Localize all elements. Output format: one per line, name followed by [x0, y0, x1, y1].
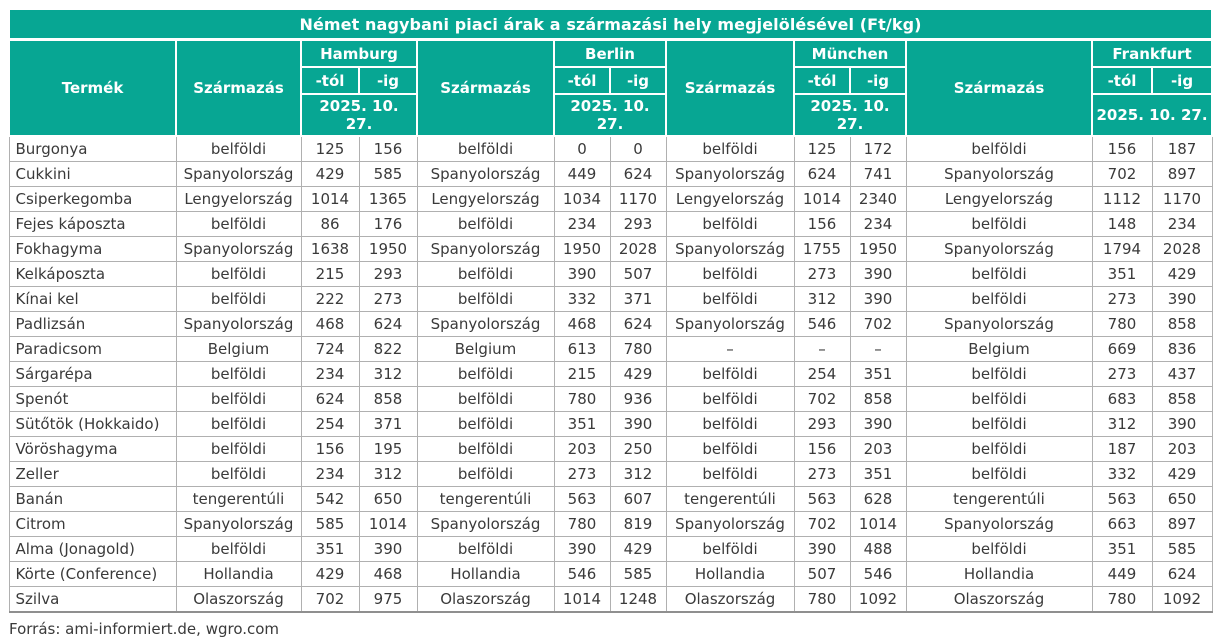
origin-cell: belföldi [666, 462, 794, 487]
source-note: Forrás: ami-informiert.de, wgro.com [9, 620, 280, 638]
price-to-cell: 936 [610, 387, 666, 412]
origin-cell: Spanyolország [906, 162, 1092, 187]
price-from-cell: – [794, 337, 850, 362]
price-from-cell: 332 [554, 287, 610, 312]
price-to-cell: 429 [610, 537, 666, 562]
price-to-cell: 187 [1152, 136, 1212, 162]
table-row [9, 212, 1212, 237]
price-to-cell: 1365 [359, 187, 417, 212]
table-row [9, 412, 1212, 437]
origin-cell: Hollandia [417, 562, 554, 587]
price-to-cell: 1014 [359, 512, 417, 537]
date-header-berlin: 2025. 10. 27. [554, 94, 666, 136]
price-to-cell: 585 [1152, 537, 1212, 562]
price-from-cell: 273 [1092, 287, 1152, 312]
origin-cell: Spanyolország [417, 512, 554, 537]
price-to-cell: 351 [850, 462, 906, 487]
col-header-origin-munchen: Származás [666, 40, 794, 137]
price-to-cell: 371 [359, 412, 417, 437]
price-from-cell: 390 [554, 262, 610, 287]
price-to-cell: 741 [850, 162, 906, 187]
price-to-cell: 390 [850, 412, 906, 437]
origin-cell: Lengyelország [417, 187, 554, 212]
price-to-cell: 1248 [610, 587, 666, 613]
price-from-cell: 203 [554, 437, 610, 462]
price-from-cell: 449 [1092, 562, 1152, 587]
origin-cell: belföldi [176, 537, 301, 562]
price-to-cell: 1092 [850, 587, 906, 613]
table-row [9, 162, 1212, 187]
market-header-hamburg: Hamburg [301, 40, 417, 68]
origin-cell: tengerentúli [417, 487, 554, 512]
product-cell: Fejes káposzta [9, 212, 176, 237]
origin-cell: belföldi [906, 387, 1092, 412]
price-from-cell: 273 [554, 462, 610, 487]
product-cell: Fokhagyma [9, 237, 176, 262]
price-to-cell: 437 [1152, 362, 1212, 387]
price-from-cell: 507 [794, 562, 850, 587]
price-from-cell: 780 [1092, 312, 1152, 337]
price-to-cell: 822 [359, 337, 417, 362]
origin-cell: belföldi [666, 287, 794, 312]
origin-cell: belföldi [176, 136, 301, 162]
table-header [9, 9, 1212, 136]
origin-cell: Olaszország [176, 587, 301, 613]
price-from-cell: 86 [301, 212, 359, 237]
price-to-cell: 858 [1152, 387, 1212, 412]
price-from-cell: 312 [1092, 412, 1152, 437]
price-to-cell: 624 [610, 312, 666, 337]
origin-cell: belföldi [666, 412, 794, 437]
price-to-cell: – [850, 337, 906, 362]
price-from-cell: 429 [301, 162, 359, 187]
price-to-cell: 507 [610, 262, 666, 287]
price-to-cell: 293 [359, 262, 417, 287]
price-from-cell: 254 [301, 412, 359, 437]
title-row [9, 9, 1212, 40]
date-header-munchen: 2025. 10. 27. [794, 94, 906, 136]
date-header-frankfurt: 2025. 10. 27. [1092, 94, 1212, 136]
price-from-cell: 624 [794, 162, 850, 187]
price-from-cell: 351 [301, 537, 359, 562]
price-from-cell: 563 [794, 487, 850, 512]
price-to-cell: 203 [1152, 437, 1212, 462]
price-from-cell: 148 [1092, 212, 1152, 237]
origin-cell: belföldi [176, 212, 301, 237]
price-to-cell: 858 [359, 387, 417, 412]
wholesale-price-table [8, 8, 1213, 613]
table-title: Német nagybani piaci árak a származási hely megjelölésével (Ft/kg) [9, 9, 1212, 40]
price-to-cell: 488 [850, 537, 906, 562]
price-from-cell: 293 [794, 412, 850, 437]
product-cell: Szilva [9, 587, 176, 613]
product-cell: Cukkini [9, 162, 176, 187]
origin-cell: Spanyolország [666, 237, 794, 262]
price-from-cell: 449 [554, 162, 610, 187]
origin-cell: Belgium [417, 337, 554, 362]
price-from-cell: 234 [301, 462, 359, 487]
price-to-cell: 1950 [850, 237, 906, 262]
origin-cell: belföldi [176, 387, 301, 412]
price-from-cell: 187 [1092, 437, 1152, 462]
price-from-cell: 613 [554, 337, 610, 362]
table-row [9, 562, 1212, 587]
origin-cell: Spanyolország [176, 512, 301, 537]
price-from-cell: 1950 [554, 237, 610, 262]
price-from-cell: 702 [794, 512, 850, 537]
price-from-cell: 351 [1092, 537, 1152, 562]
price-from-cell: 663 [1092, 512, 1152, 537]
origin-cell: belföldi [417, 537, 554, 562]
origin-cell: belföldi [666, 362, 794, 387]
origin-cell: tengerentúli [666, 487, 794, 512]
product-cell: Spenót [9, 387, 176, 412]
price-to-cell: 1170 [1152, 187, 1212, 212]
price-to-cell: 293 [610, 212, 666, 237]
col-header-to-frankfurt: -ig [1152, 67, 1212, 94]
price-to-cell: 650 [1152, 487, 1212, 512]
price-to-cell: 390 [1152, 412, 1212, 437]
price-to-cell: 836 [1152, 337, 1212, 362]
price-to-cell: 2028 [1152, 237, 1212, 262]
origin-cell: Spanyolország [666, 312, 794, 337]
origin-cell: Lengyelország [666, 187, 794, 212]
price-from-cell: 702 [794, 387, 850, 412]
col-header-product: Termék [9, 40, 176, 137]
price-from-cell: 1112 [1092, 187, 1152, 212]
table-row [9, 262, 1212, 287]
price-to-cell: 468 [359, 562, 417, 587]
price-from-cell: 215 [301, 262, 359, 287]
price-from-cell: 780 [1092, 587, 1152, 613]
origin-cell: Spanyolország [176, 162, 301, 187]
origin-cell: belföldi [906, 412, 1092, 437]
price-to-cell: 858 [1152, 312, 1212, 337]
origin-cell: belföldi [666, 262, 794, 287]
market-header-munchen: München [794, 40, 906, 68]
col-header-origin-berlin: Származás [417, 40, 554, 137]
price-from-cell: 546 [554, 562, 610, 587]
col-header-from-munchen: -tól [794, 67, 850, 94]
origin-cell: Spanyolország [417, 312, 554, 337]
product-cell: Kelkáposzta [9, 262, 176, 287]
origin-cell: belföldi [906, 262, 1092, 287]
product-cell: Paradicsom [9, 337, 176, 362]
col-header-to-hamburg: -ig [359, 67, 417, 94]
table-row [9, 337, 1212, 362]
origin-cell: belföldi [906, 136, 1092, 162]
origin-cell: Olaszország [417, 587, 554, 613]
price-from-cell: 669 [1092, 337, 1152, 362]
origin-cell: belföldi [906, 212, 1092, 237]
product-cell: Padlizsán [9, 312, 176, 337]
price-to-cell: 1950 [359, 237, 417, 262]
price-to-cell: 650 [359, 487, 417, 512]
price-from-cell: 390 [554, 537, 610, 562]
price-to-cell: 975 [359, 587, 417, 613]
col-header-from-frankfurt: -tól [1092, 67, 1152, 94]
origin-cell: Spanyolország [906, 512, 1092, 537]
origin-cell: tengerentúli [176, 487, 301, 512]
product-cell: Sárgarépa [9, 362, 176, 387]
price-from-cell: 624 [301, 387, 359, 412]
origin-cell: belföldi [176, 462, 301, 487]
price-from-cell: 780 [554, 387, 610, 412]
table-row [9, 487, 1212, 512]
price-from-cell: 1638 [301, 237, 359, 262]
price-to-cell: 429 [610, 362, 666, 387]
price-from-cell: 585 [301, 512, 359, 537]
origin-cell: belföldi [176, 362, 301, 387]
price-from-cell: 156 [301, 437, 359, 462]
price-to-cell: 858 [850, 387, 906, 412]
price-to-cell: 390 [1152, 287, 1212, 312]
price-to-cell: 429 [1152, 462, 1212, 487]
origin-cell: – [666, 337, 794, 362]
price-from-cell: 780 [794, 587, 850, 613]
price-from-cell: 546 [794, 312, 850, 337]
price-to-cell: 390 [610, 412, 666, 437]
table-row [9, 587, 1212, 613]
price-to-cell: 234 [1152, 212, 1212, 237]
price-from-cell: 563 [554, 487, 610, 512]
origin-cell: Hollandia [176, 562, 301, 587]
price-from-cell: 1794 [1092, 237, 1152, 262]
price-from-cell: 1014 [794, 187, 850, 212]
table-row [9, 512, 1212, 537]
price-from-cell: 312 [794, 287, 850, 312]
market-header-frankfurt: Frankfurt [1092, 40, 1212, 68]
price-from-cell: 215 [554, 362, 610, 387]
table-row [9, 387, 1212, 412]
price-from-cell: 125 [794, 136, 850, 162]
price-from-cell: 332 [1092, 462, 1152, 487]
product-cell: Citrom [9, 512, 176, 537]
market-header-berlin: Berlin [554, 40, 666, 68]
price-from-cell: 1755 [794, 237, 850, 262]
price-to-cell: 176 [359, 212, 417, 237]
price-to-cell: 585 [359, 162, 417, 187]
origin-cell: Lengyelország [176, 187, 301, 212]
col-header-to-munchen: -ig [850, 67, 906, 94]
origin-cell: belföldi [417, 212, 554, 237]
price-from-cell: 351 [1092, 262, 1152, 287]
origin-cell: belföldi [417, 412, 554, 437]
origin-cell: Hollandia [666, 562, 794, 587]
price-to-cell: 1014 [850, 512, 906, 537]
origin-cell: Olaszország [906, 587, 1092, 613]
col-header-to-berlin: -ig [610, 67, 666, 94]
price-from-cell: 780 [554, 512, 610, 537]
price-from-cell: 222 [301, 287, 359, 312]
price-from-cell: 1034 [554, 187, 610, 212]
origin-cell: Lengyelország [906, 187, 1092, 212]
table-row [9, 437, 1212, 462]
price-to-cell: 273 [359, 287, 417, 312]
origin-cell: Spanyolország [906, 312, 1092, 337]
price-from-cell: 390 [794, 537, 850, 562]
price-from-cell: 724 [301, 337, 359, 362]
table-row [9, 136, 1212, 162]
origin-cell: belföldi [176, 262, 301, 287]
price-to-cell: 203 [850, 437, 906, 462]
product-cell: Burgonya [9, 136, 176, 162]
price-to-cell: 897 [1152, 512, 1212, 537]
price-to-cell: 429 [1152, 262, 1212, 287]
origin-cell: Hollandia [906, 562, 1092, 587]
price-to-cell: 819 [610, 512, 666, 537]
origin-cell: belföldi [906, 437, 1092, 462]
price-from-cell: 273 [794, 262, 850, 287]
price-to-cell: 250 [610, 437, 666, 462]
col-header-from-berlin: -tól [554, 67, 610, 94]
product-cell: Sütőtök (Hokkaido) [9, 412, 176, 437]
price-to-cell: 390 [359, 537, 417, 562]
col-header-origin-hamburg: Származás [176, 40, 301, 137]
product-cell: Zeller [9, 462, 176, 487]
price-from-cell: 156 [794, 437, 850, 462]
price-to-cell: 351 [850, 362, 906, 387]
origin-cell: belföldi [666, 212, 794, 237]
price-to-cell: 2028 [610, 237, 666, 262]
price-to-cell: 1092 [1152, 587, 1212, 613]
origin-cell: belföldi [417, 287, 554, 312]
origin-cell: belföldi [417, 136, 554, 162]
col-header-origin-frankfurt: Származás [906, 40, 1092, 137]
price-to-cell: 897 [1152, 162, 1212, 187]
origin-cell: belföldi [906, 362, 1092, 387]
price-from-cell: 1014 [301, 187, 359, 212]
origin-cell: belföldi [176, 437, 301, 462]
price-to-cell: 371 [610, 287, 666, 312]
table-row [9, 537, 1212, 562]
price-from-cell: 234 [554, 212, 610, 237]
origin-cell: belföldi [666, 387, 794, 412]
price-to-cell: 2340 [850, 187, 906, 212]
price-to-cell: 156 [359, 136, 417, 162]
product-cell: Alma (Jonagold) [9, 537, 176, 562]
price-to-cell: 390 [850, 262, 906, 287]
price-from-cell: 429 [301, 562, 359, 587]
origin-cell: belföldi [176, 287, 301, 312]
price-from-cell: 702 [1092, 162, 1152, 187]
date-header-hamburg: 2025. 10. 27. [301, 94, 417, 136]
price-from-cell: 156 [794, 212, 850, 237]
origin-cell: belföldi [417, 362, 554, 387]
price-to-cell: 312 [359, 462, 417, 487]
price-from-cell: 702 [301, 587, 359, 613]
origin-cell: belföldi [666, 437, 794, 462]
price-from-cell: 234 [301, 362, 359, 387]
origin-cell: Spanyolország [176, 237, 301, 262]
price-from-cell: 125 [301, 136, 359, 162]
market-header-row [9, 40, 1212, 68]
table-row [9, 287, 1212, 312]
price-to-cell: 1170 [610, 187, 666, 212]
origin-cell: belföldi [417, 387, 554, 412]
origin-cell: Spanyolország [417, 237, 554, 262]
price-from-cell: 468 [301, 312, 359, 337]
origin-cell: belföldi [666, 537, 794, 562]
price-from-cell: 0 [554, 136, 610, 162]
price-from-cell: 254 [794, 362, 850, 387]
price-from-cell: 1014 [554, 587, 610, 613]
price-from-cell: 351 [554, 412, 610, 437]
product-cell: Körte (Conference) [9, 562, 176, 587]
origin-cell: belföldi [176, 412, 301, 437]
price-to-cell: 607 [610, 487, 666, 512]
price-to-cell: 624 [359, 312, 417, 337]
price-to-cell: 780 [610, 337, 666, 362]
price-to-cell: 702 [850, 312, 906, 337]
origin-cell: Belgium [906, 337, 1092, 362]
price-from-cell: 468 [554, 312, 610, 337]
price-from-cell: 156 [1092, 136, 1152, 162]
table-row [9, 237, 1212, 262]
price-from-cell: 683 [1092, 387, 1152, 412]
price-to-cell: 195 [359, 437, 417, 462]
price-to-cell: 546 [850, 562, 906, 587]
price-to-cell: 312 [359, 362, 417, 387]
origin-cell: belföldi [906, 537, 1092, 562]
origin-cell: Olaszország [666, 587, 794, 613]
price-to-cell: 312 [610, 462, 666, 487]
product-cell: Kínai kel [9, 287, 176, 312]
price-from-cell: 563 [1092, 487, 1152, 512]
price-to-cell: 628 [850, 487, 906, 512]
price-from-cell: 273 [1092, 362, 1152, 387]
origin-cell: Spanyolország [417, 162, 554, 187]
table-row [9, 187, 1212, 212]
price-to-cell: 624 [1152, 562, 1212, 587]
product-cell: Banán [9, 487, 176, 512]
table-body [9, 136, 1212, 612]
origin-cell: Spanyolország [666, 162, 794, 187]
origin-cell: belföldi [417, 437, 554, 462]
price-to-cell: 0 [610, 136, 666, 162]
product-cell: Csiperkegomba [9, 187, 176, 212]
origin-cell: Spanyolország [176, 312, 301, 337]
price-from-cell: 273 [794, 462, 850, 487]
price-to-cell: 624 [610, 162, 666, 187]
origin-cell: Belgium [176, 337, 301, 362]
price-to-cell: 390 [850, 287, 906, 312]
origin-cell: Spanyolország [666, 512, 794, 537]
col-header-from-hamburg: -tól [301, 67, 359, 94]
price-to-cell: 585 [610, 562, 666, 587]
origin-cell: belföldi [906, 287, 1092, 312]
price-to-cell: 172 [850, 136, 906, 162]
table-row [9, 462, 1212, 487]
origin-cell: belföldi [906, 462, 1092, 487]
origin-cell: belföldi [666, 136, 794, 162]
table-row [9, 362, 1212, 387]
price-from-cell: 542 [301, 487, 359, 512]
origin-cell: belföldi [417, 262, 554, 287]
table-row [9, 312, 1212, 337]
price-to-cell: 234 [850, 212, 906, 237]
origin-cell: tengerentúli [906, 487, 1092, 512]
product-cell: Vöröshagyma [9, 437, 176, 462]
origin-cell: belföldi [417, 462, 554, 487]
origin-cell: Spanyolország [906, 237, 1092, 262]
